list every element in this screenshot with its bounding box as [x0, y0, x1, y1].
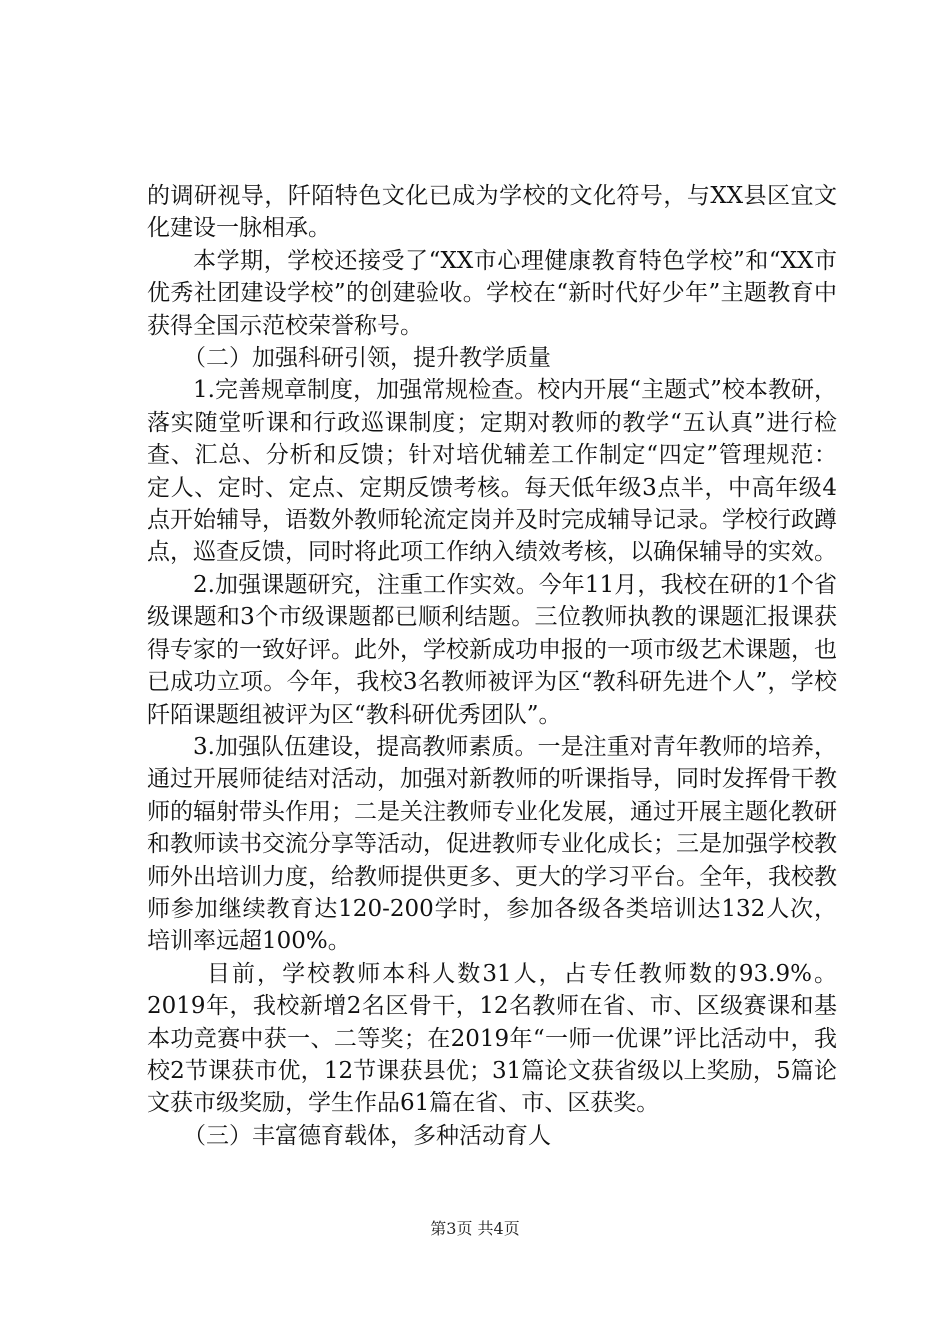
paragraph-team-building: 3.加强队伍建设，提高教师素质。一是注重对青年教师的培养，通过开展师徒结对活动，加强对新教师的听课指导，同时发挥骨干教师的辐射带头作用；二是关注教师专业化发展，通过开展主题化教研和教师读书交流分享等活动，促进教师专业化成长；三是加强学校教师外出培训力度，给教师提供更多、更大的学习平台。全年，我校教师参加继续教育达120-200学时，参加各级各类培训达132人次，培训率远超100%。: [147, 733, 837, 955]
document-body: [147, 180, 837, 1152]
paragraph-teacher-stats: 目前，学校教师本科人数31人，占专任教师数的93.9%。2019年，我校新增2名区骨干，12名教师在省、市、区级赛课和基本功竞赛中获一、二等奖；在2019年“一师一优课”评比活动中，我校2节课获市优，12节课获县优；31篇论文获省级以上奖励，5篇论文获市级奖励，学生作品61篇在省、市、区获奖。: [147, 960, 837, 1117]
page-number-footer: 第3页 共4页: [430, 1219, 520, 1238]
paragraph-rules-inspection: 1.完善规章制度，加强常规检查。校内开展“主题式”校本教研，落实随堂听课和行政巡课制度；定期对教师的教学“五认真”进行检查、汇总、分析和反馈；针对培优辅差工作制定“四定”管理规范：定人、定时、定点、定期反馈考核。每天低年级3点半，中高年级4点开始辅导，语数外教师轮流定岗并及时完成辅导记录。学校行政蹲点，巡查反馈，同时将此项工作纳入绩效考核，以确保辅导的实效。: [147, 377, 837, 566]
section-heading-moral-education: （三）丰富德育载体，多种活动育人: [183, 1122, 551, 1149]
section-heading-research: （二）加强科研引领，提升教学质量: [183, 345, 551, 372]
paragraph-continuation: 的调研视导，阡陌特色文化已成为学校的文化符号，与XX县区宜文化建设一脉相承。: [147, 183, 837, 242]
paragraph-topic-research: 2.加强课题研究，注重工作实效。今年11月，我校在研的1个省级课题和3个市级课题都已顺利结题。三位教师执教的课题汇报课获得专家的一致好评。此外，学校新成功申报的一项市级艺术课题，也已成功立项。今年，我校3名教师被评为区“教科研先进个人”，学校阡陌课题组被评为区“教科研优秀团队”。: [147, 571, 837, 728]
paragraph-acceptance: 本学期，学校还接受了“XX市心理健康教育特色学校”和“XX市优秀社团建设学校”的创建验收。学校在“新时代好少年”主题教育中获得全国示范校荣誉称号。: [147, 247, 837, 339]
